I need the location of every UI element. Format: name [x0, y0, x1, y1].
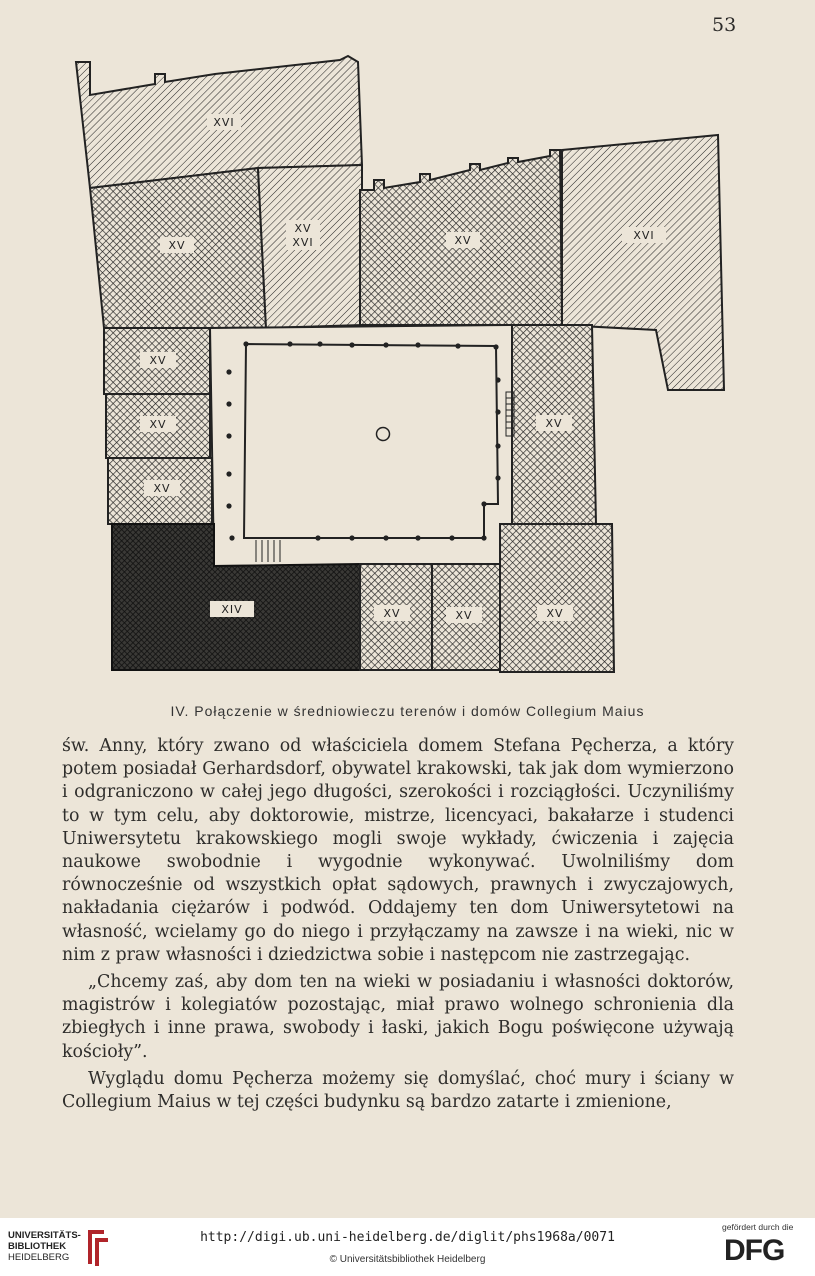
- label-center-upper-b: XVI: [292, 236, 314, 249]
- body-text: [62, 735, 734, 1114]
- label-west-upper: XV: [168, 239, 186, 252]
- label-west-2: XV: [149, 418, 167, 431]
- figure-caption: IV. Połączenie w średniowieczu terenów i domów Collegium Maius: [170, 703, 645, 719]
- paragraph: „Chcemy zaś, aby dom ten na wieki w posiadaniu i własności doktorów, magistrów i kolegiatów pozostając, miał prawo wolnego schronienia dla zbiegłych i inne prawa, swobody i łaski, jakich Bogu poświęcone używają kościoły”.: [62, 972, 734, 1062]
- paragraph: św. Anny, który zwano od właściciela domem Stefana Pęcherza, a który potem posiadał Gerhardsdorf, obywatel krakowski, tak jak dom wymierzono i odgraniczono w całej jego długości, szerokości i rozciągłości. Uczyniliśmy to w tym celu, aby doktorowie, mistrze, licencyaci, bakałarze i studenci Uniwersytetu krakowskiego mogli swoje wykłady, ćwiczenia i zajęcia naukowe swobodnie i wygodnie wykonywać. Uwolniliśmy dom równocześnie od wszystkich opłat sądowych, prawnych i zwyczajowych, nakładania ciężarów i podwód. Oddajemy ten dom Uniwersytetowi na własność, wcielamy go do niego i przyłączamy na zawsze i na wieki, nic w nim z praw własności i dziedzictwa sobie i następcom nie zastrzegając.: [62, 736, 734, 965]
- label-east: XVI: [633, 229, 655, 242]
- label-center-upper-a: XV: [294, 222, 312, 235]
- label-west-3: XV: [153, 482, 171, 495]
- permalink-url[interactable]: http://digi.ub.uni-heidelberg.de/diglit/phs1968a/0071: [200, 1230, 615, 1245]
- label-north-middle: XV: [454, 234, 472, 247]
- label-south-1: XV: [383, 607, 401, 620]
- courtyard: [210, 325, 512, 566]
- dfg-note: gefördert durch die: [722, 1222, 794, 1232]
- page-number: 53: [712, 14, 737, 36]
- plot-se: [500, 524, 614, 672]
- label-west-1: XV: [149, 354, 167, 367]
- dfg-logo[interactable]: DFG: [724, 1234, 785, 1267]
- label-east-court: XV: [545, 417, 563, 430]
- logo-line: BIBLIOTHEK: [8, 1241, 67, 1252]
- label-south-2: XV: [455, 609, 473, 622]
- label-nw-top: XVI: [213, 116, 235, 129]
- copyright-text: © Universitätsbibliothek Heidelberg: [329, 1254, 486, 1265]
- logo-line: HEIDELBERG: [8, 1252, 70, 1263]
- paragraph: Wyglądu domu Pęcherza możemy się domyślać, choć mury i ściany w Collegium Maius w tej części budynku są bardzo zatarte i zmienione,: [62, 1068, 734, 1113]
- label-sw: XIV: [221, 603, 243, 616]
- label-se: XV: [546, 607, 564, 620]
- logo-line: UNIVERSITÄTS-: [8, 1230, 81, 1241]
- footer-bar: [0, 1218, 815, 1276]
